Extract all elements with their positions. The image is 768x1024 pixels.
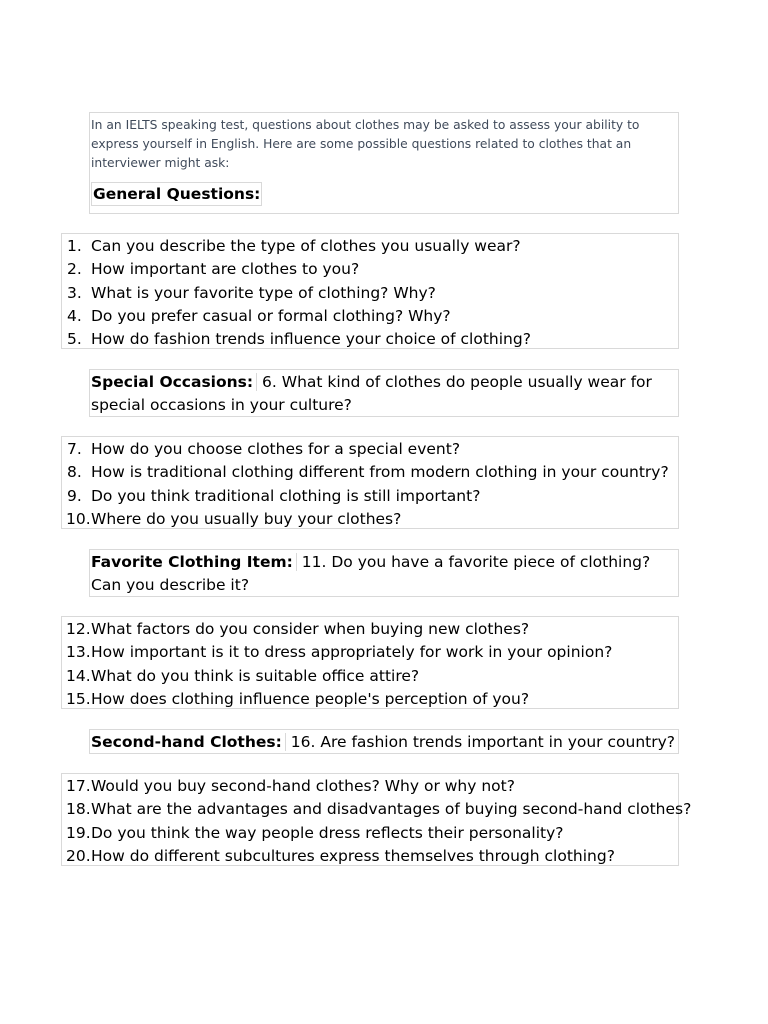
item-text: How does clothing influence people's perception of you?: [91, 689, 530, 708]
item-text: Where do you usually buy your clothes?: [91, 509, 402, 528]
section-special-occasions: [89, 369, 679, 417]
general-questions-heading: General Questions:: [91, 182, 262, 206]
list-item: [62, 822, 678, 845]
section-favorite-item: [89, 549, 679, 597]
intro-block: [89, 112, 679, 214]
second-hand-heading: Second-hand Clothes:: [91, 733, 286, 751]
item-number: 13.: [66, 643, 91, 662]
list-item: [62, 438, 678, 461]
item-number: 4.: [67, 306, 82, 325]
item-number: 2.: [67, 260, 82, 279]
item-number: 10.: [66, 509, 91, 528]
list-item: [62, 305, 678, 328]
item-text: Do you prefer casual or formal clothing? Why?: [91, 306, 451, 325]
question-list-special: [61, 436, 679, 529]
item-text: What factors do you consider when buying new clothes?: [91, 620, 530, 638]
list-item: [62, 845, 678, 868]
item-number: 3.: [67, 283, 82, 302]
item-text: What do you think is suitable office attire?: [91, 666, 420, 685]
list-item: [62, 485, 678, 508]
item-number: 1.: [67, 237, 82, 255]
item-number: 12.: [66, 620, 91, 638]
favorite-item-text: 11. Do you have a favorite piece of clothing? Can you describe it?: [91, 553, 651, 595]
item-number: 14.: [66, 666, 91, 685]
favorite-item-heading: Favorite Clothing Item:: [91, 553, 297, 571]
item-text: How do you choose clothes for a special event?: [91, 440, 461, 458]
list-item: [62, 775, 678, 798]
list-item: [62, 641, 678, 664]
section-second-hand: [89, 729, 679, 754]
special-occasions-heading: Special Occasions:: [91, 373, 257, 391]
item-number: 5.: [67, 330, 82, 349]
item-number: 17.: [66, 777, 91, 795]
list-item: [62, 328, 678, 351]
item-text: How important is it to dress appropriately for work in your opinion?: [91, 643, 613, 662]
list-item: [62, 798, 692, 821]
list-item: [62, 618, 678, 641]
item-number: 20.: [66, 846, 91, 865]
item-text: What are the advantages and disadvantages of buying second-hand clothes?: [91, 800, 692, 819]
item-text: How is traditional clothing different from modern clothing in your country?: [91, 463, 669, 482]
second-hand-text: 16. Are fashion trends important in your country?: [290, 733, 675, 751]
list-item: [62, 282, 678, 305]
intro-text: In an IELTS speaking test, questions about clothes may be asked to assess your ability to express yourself in English. Here are some possible questions related to clothes that an interviewer might ask:: [91, 118, 640, 170]
item-text: Would you buy second-hand clothes? Why or why not?: [91, 777, 515, 795]
item-number: 18.: [66, 800, 91, 819]
item-number: 9.: [67, 486, 82, 505]
special-occasions-text: 6. What kind of clothes do people usually wear for special occasions in your culture?: [91, 373, 652, 415]
item-text: How do fashion trends influence your choice of clothing?: [91, 330, 531, 349]
item-text: How important are clothes to you?: [91, 260, 360, 279]
list-item: [62, 235, 678, 258]
item-text: Can you describe the type of clothes you usually wear?: [91, 237, 521, 255]
question-list-general: [61, 233, 679, 349]
item-text: Do you think traditional clothing is still important?: [91, 486, 481, 505]
item-text: What is your favorite type of clothing? Why?: [91, 283, 436, 302]
item-text: How do different subcultures express themselves through clothing?: [91, 846, 615, 865]
list-item: [62, 665, 678, 688]
list-item: [62, 258, 678, 281]
item-number: 8.: [67, 463, 82, 482]
item-text: Do you think the way people dress reflects their personality?: [91, 823, 564, 842]
list-item: [62, 461, 678, 484]
list-item: [62, 688, 678, 711]
item-number: 7.: [67, 440, 82, 458]
item-number: 15.: [66, 689, 91, 708]
item-number: 19.: [66, 823, 91, 842]
list-item: [62, 508, 678, 531]
question-list-second-hand: [61, 773, 692, 866]
question-list-favorite: [61, 616, 679, 709]
